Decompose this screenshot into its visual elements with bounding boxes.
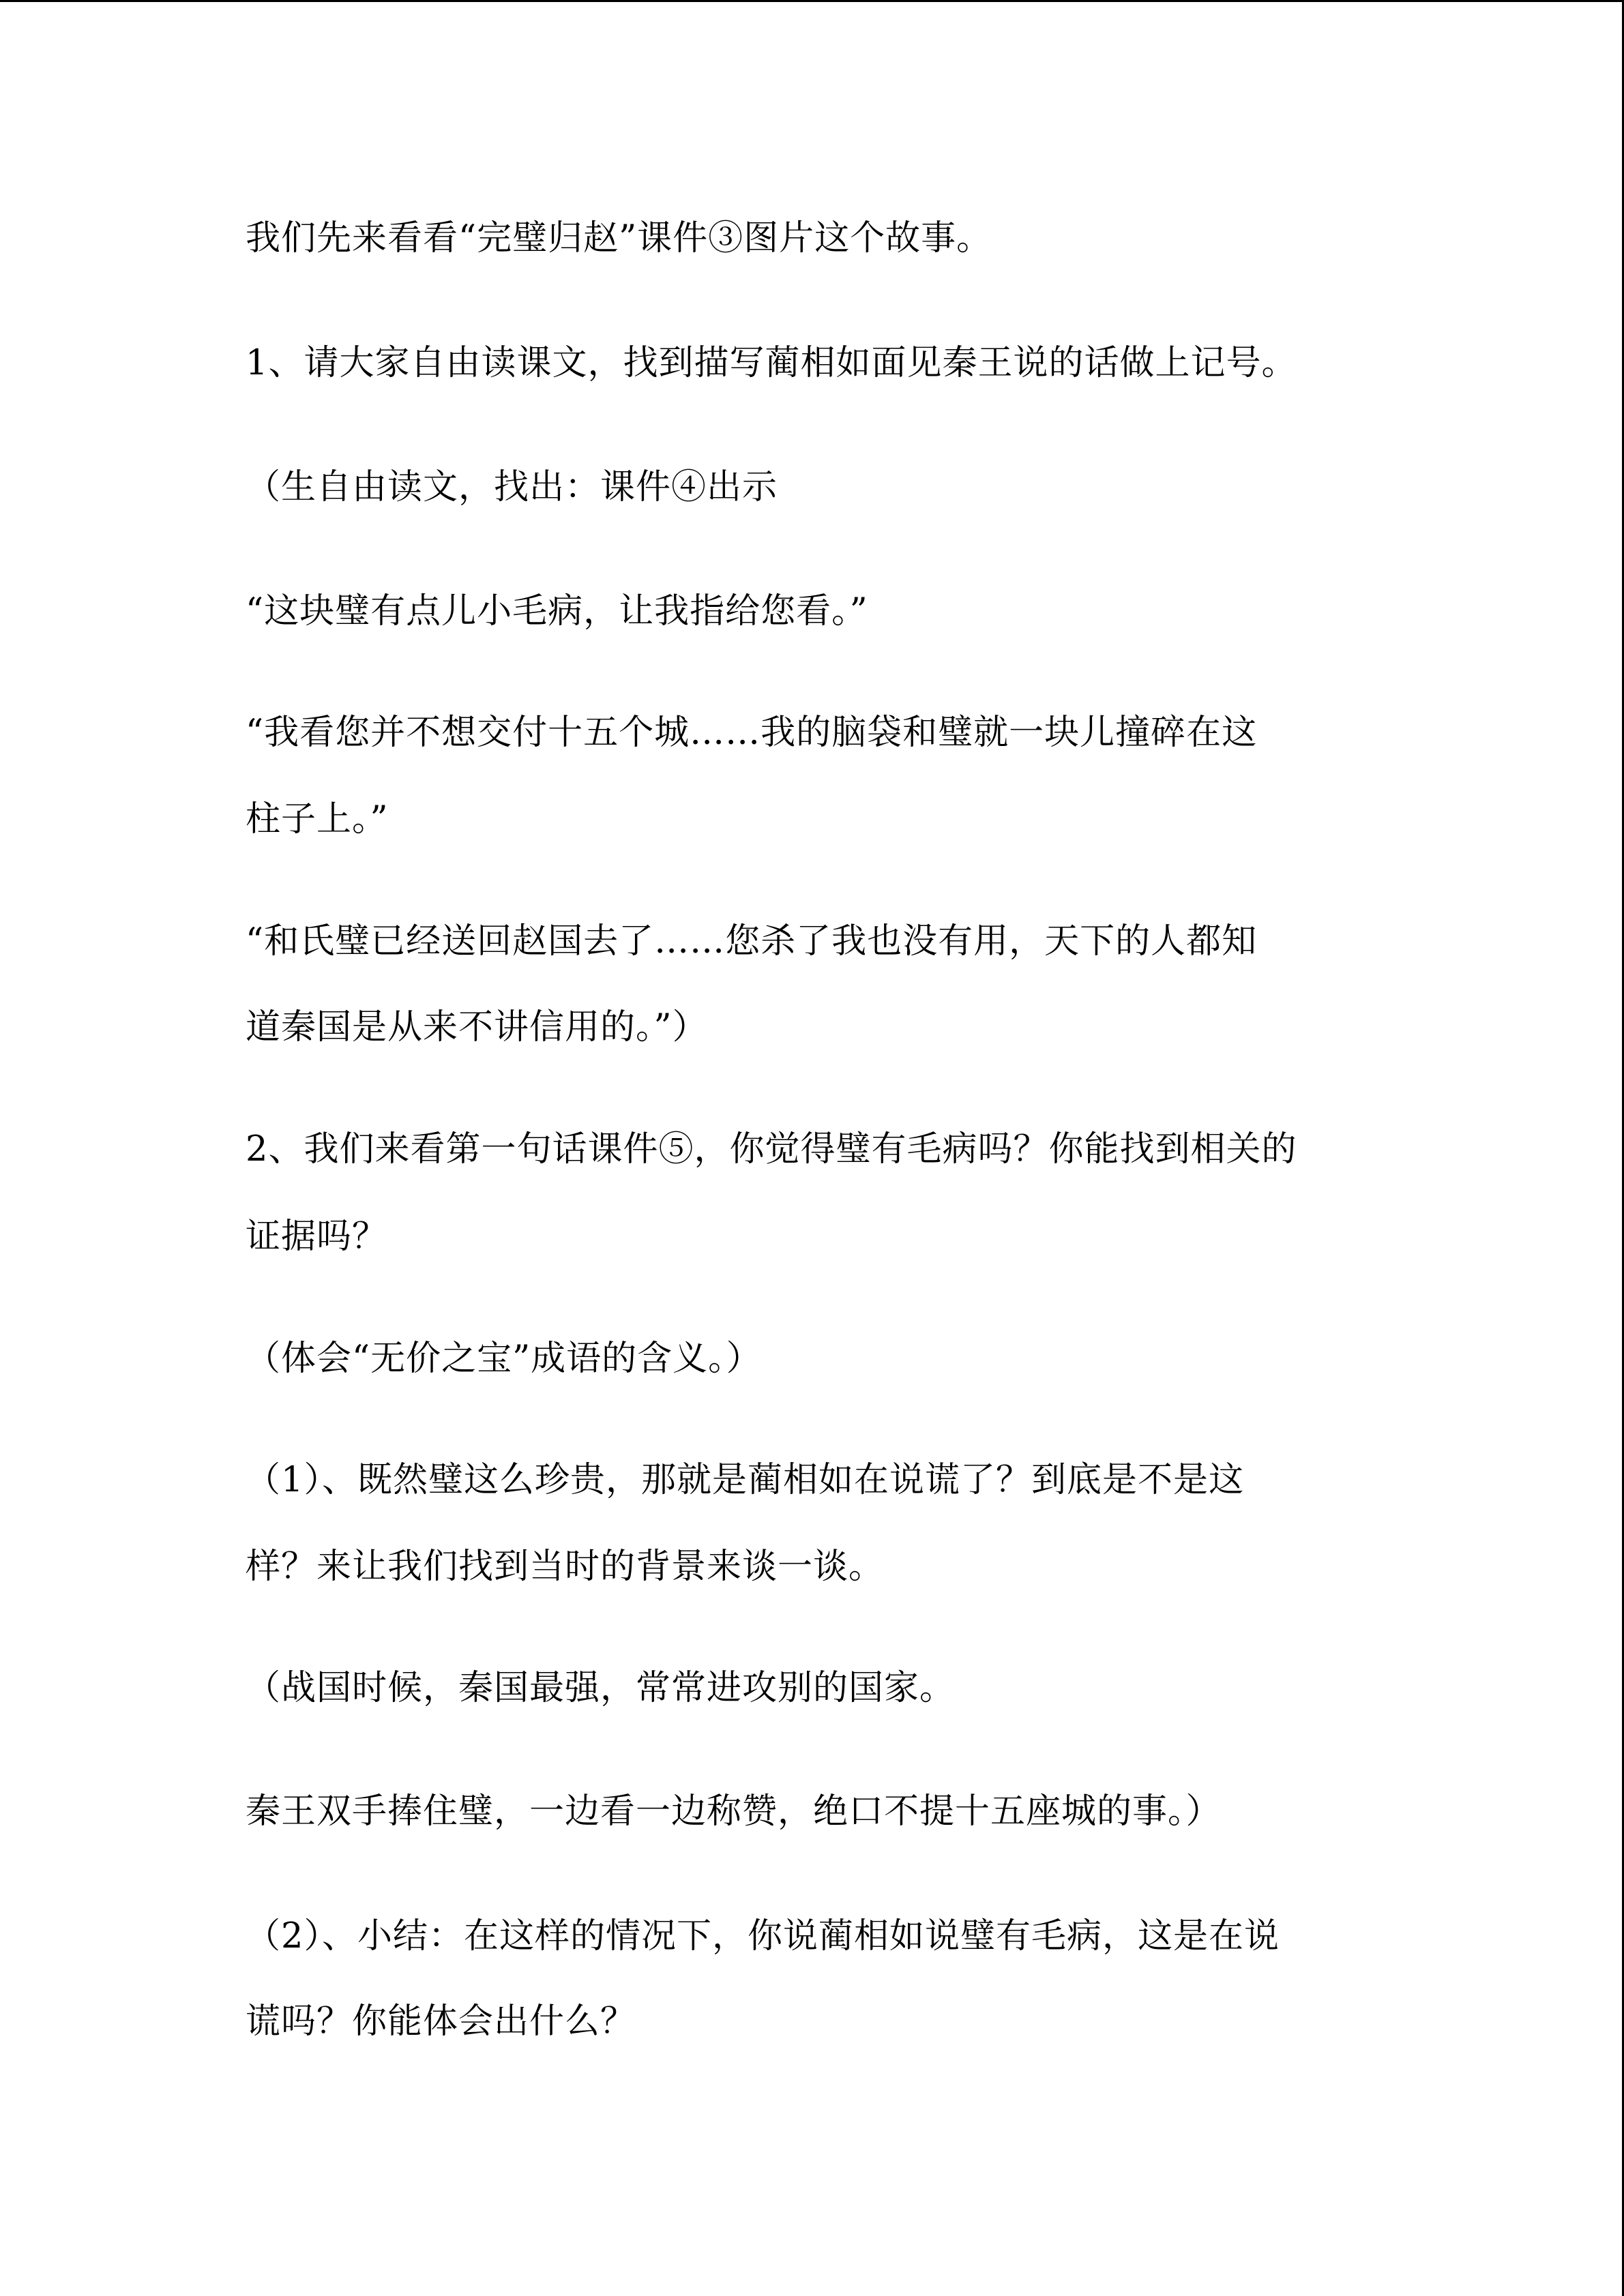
page-top-border [0, 0, 1624, 2]
paragraph-idiom-note: （体会“无价之宝”成语的含义。） [246, 1339, 762, 1379]
paragraph-sub-1-line-2: 样？来让我们找到当时的背景来谈一谈。 [246, 1547, 885, 1587]
paragraph-background-1: （战国时候，秦国最强，常常进攻别的国家。 [246, 1668, 956, 1708]
paragraph-sub-2-line-1: （2）、小结：在这样的情况下，你说蔺相如说璧有毛病，这是在说 [246, 1916, 1280, 1956]
quote-3-line-2: 道秦国是从来不讲信用的。”） [246, 1007, 708, 1047]
quote-1: “这块璧有点儿小毛病，让我指给您看。” [246, 591, 868, 631]
paragraph-step-2-line-2: 证据吗？ [246, 1217, 388, 1257]
paragraph-step-2-line-1: 2、我们来看第一句话课件⑤，你觉得璧有毛病吗？你能找到相关的 [246, 1129, 1297, 1169]
paragraph-sub-1-line-1: （1）、既然璧这么珍贵，那就是蔺相如在说谎了？到底是不是这 [246, 1460, 1244, 1500]
paragraph-student-reading: （生自由读文，找出：课件④出示 [246, 467, 778, 507]
paragraph-background-2: 秦王双手捧住璧，一边看一边称赞，绝口不提十五座城的事。） [246, 1791, 1222, 1832]
quote-3-line-1: “和氏璧已经送回赵国去了……您杀了我也没有用，天下的人都知 [246, 921, 1258, 961]
paragraph-sub-2-line-2: 谎吗？你能体会出什么？ [246, 2001, 636, 2042]
paragraph-intro: 我们先来看看“完璧归赵”课件③图片这个故事。 [246, 218, 992, 258]
quote-2-line-1: “我看您并不想交付十五个城……我的脑袋和璧就一块儿撞碎在这 [246, 713, 1258, 753]
quote-2-line-2: 柱子上。” [246, 799, 389, 839]
paragraph-step-1: 1、请大家自由读课文，找到描写蔺相如面见秦王说的话做上记号。 [246, 343, 1297, 383]
